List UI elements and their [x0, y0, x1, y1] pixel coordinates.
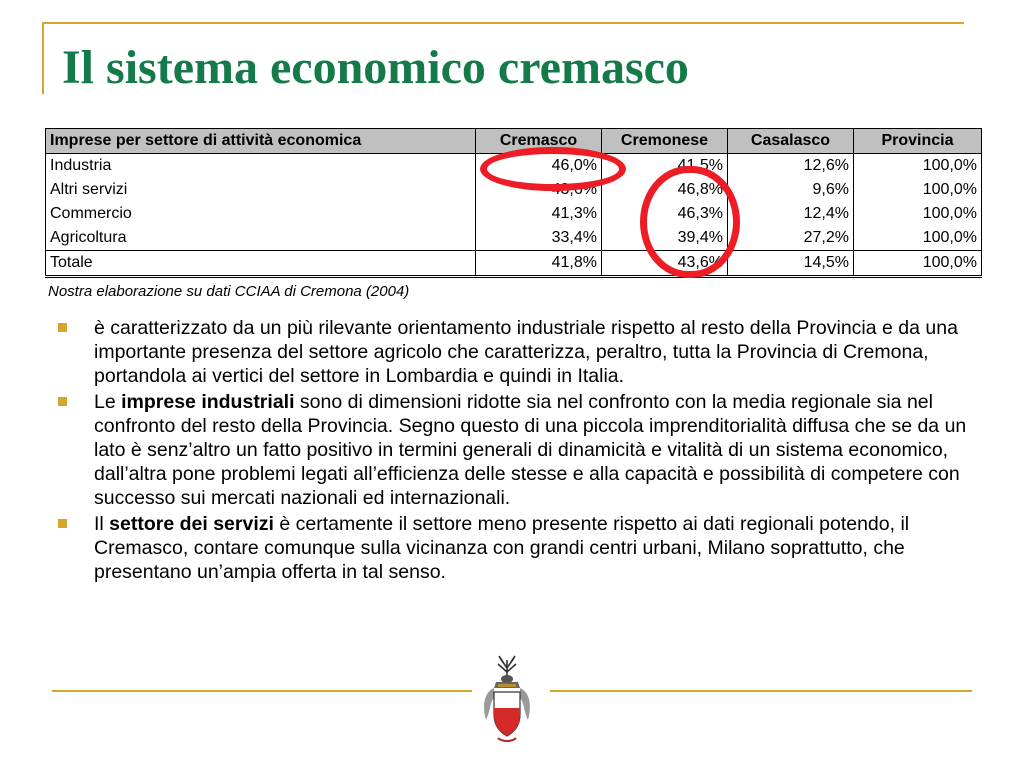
table-cell: 9,6%: [728, 178, 854, 202]
table-cell: 46,0%: [476, 154, 602, 179]
bullet-text-lead: Il: [94, 513, 110, 535]
sector-table: [45, 128, 982, 278]
bullet-item: [58, 390, 968, 510]
table-cell: 43,6%: [602, 251, 728, 277]
table-cell: 43,6%: [476, 178, 602, 202]
frame-left-rule: [42, 22, 44, 94]
square-bullet-icon: [58, 397, 67, 406]
table-cell: Altri servizi: [50, 181, 128, 198]
table-header-cell: Casalasco: [728, 129, 854, 154]
bullet-list: [58, 316, 968, 586]
table-cell: Agricoltura: [50, 229, 127, 246]
bullet-text-rest: è certamente il settore meno presente rispetto ai dati regionali potendo, il Cremasco, contare comunque sulla vicinanza con grandi centri urbani, Milano soprattutto, che presentano un’ampia offerta in tal senso.: [94, 513, 910, 583]
table-cell: 12,6%: [728, 154, 854, 179]
table-header-cell: Cremonese: [602, 129, 728, 154]
table-header-row: [46, 129, 982, 154]
footer-rule-right: [550, 690, 972, 692]
table-cell: 14,5%: [728, 251, 854, 277]
table-row: [46, 178, 982, 202]
bullet-item: [58, 512, 968, 584]
square-bullet-icon: [58, 323, 67, 332]
sector-table-container: [45, 128, 981, 278]
table-header-cell: Provincia: [854, 129, 982, 154]
table-row: [46, 202, 982, 226]
bullet-bold-phrase: settore dei servizi: [109, 513, 274, 535]
table-cell: 46,8%: [602, 178, 728, 202]
table-cell: Commercio: [50, 205, 132, 222]
bullet-item: [58, 316, 968, 388]
table-header-cell: Imprese per settore di attività economica: [46, 129, 476, 154]
footer-rule-left: [52, 690, 472, 692]
table-cell: 100,0%: [854, 226, 982, 251]
table-cell: 41,8%: [476, 251, 602, 277]
table-cell: 33,4%: [476, 226, 602, 251]
table-cell: 46,3%: [602, 202, 728, 226]
table-cell: 41,3%: [476, 202, 602, 226]
table-header-cell: Cremasco: [476, 129, 602, 154]
bullet-text-rest: sono di dimensioni ridotte sia nel confronto con la media regionale sia nel confronto del resto della Provincia. Segno questo di una piccola imprenditorialità diffusa che se da un lato è senz’altro un fatto positivo in termini generali di dinamicità e vitalità di un sistema economico, dall’altra pone problemi legati all’efficienza delle stesse e alla capacità e possibilità di competere con successo sui mercati nazionali ed internazionali.: [94, 391, 967, 509]
table-cell: 100,0%: [854, 178, 982, 202]
table-total-row: [46, 251, 982, 277]
table-cell: Industria: [50, 157, 112, 174]
frame-top-rule: [42, 22, 964, 24]
table-cell: 39,4%: [602, 226, 728, 251]
coat-of-arms-icon: [476, 654, 538, 746]
table-cell: 100,0%: [854, 202, 982, 226]
bullet-bold-phrase: imprese industriali: [121, 391, 295, 413]
square-bullet-icon: [58, 519, 67, 528]
bullet-text-lead: Le: [94, 391, 122, 413]
table-cell: Totale: [46, 251, 476, 277]
table-cell: 27,2%: [728, 226, 854, 251]
page-title: Il sistema economico cremasco: [62, 41, 689, 94]
table-row: [46, 154, 982, 179]
table-cell: 100,0%: [854, 154, 982, 179]
table-source-note: Nostra elaborazione su dati CCIAA di Cremona (2004): [48, 283, 410, 300]
bullet-text: è caratterizzato da un più rilevante orientamento industriale rispetto al resto della Provincia e da una importante presenza del settore agricolo che caratterizza, peraltro, tutta la Provincia di Cremona, portandola ai vertici del settore in Lombardia e quindi in Italia.: [94, 317, 958, 387]
table-cell: 12,4%: [728, 202, 854, 226]
table-cell: 41,5%: [602, 154, 728, 179]
table-cell: 100,0%: [854, 251, 982, 277]
table-row: [46, 226, 982, 251]
